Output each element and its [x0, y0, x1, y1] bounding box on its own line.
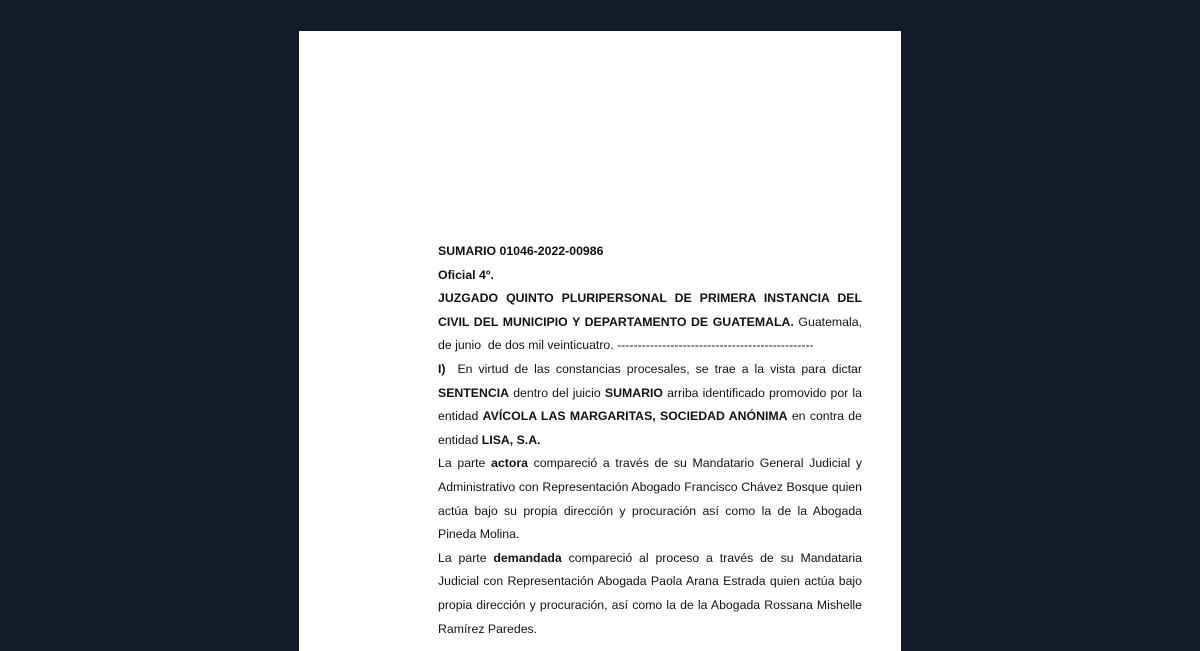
text-segment: Pineda Molina.: [438, 527, 520, 542]
text-line: [438, 547, 862, 571]
text-line: [438, 429, 862, 453]
text-segment: propia dirección y procuración, así como la de la Abogada Rossana Mishelle: [438, 597, 862, 612]
bold-text: JUZGADO QUINTO PLURIPERSONAL DE PRIMERA INSTANCIA DEL: [438, 291, 862, 306]
text-line: [438, 594, 862, 618]
text-segment: Judicial con Representación Abogada Paola Arana Estrada quien actúa bajo: [438, 574, 862, 589]
text-segment: La parte: [438, 456, 492, 471]
bold-text: demandada: [493, 550, 562, 565]
bold-text: LISA, S.A.: [481, 432, 541, 447]
text-segment: compareció a través de su Mandatario General Judicial y: [527, 456, 862, 471]
text-segment: actúa bajo su propia dirección y procuración así como la de la Abogada: [438, 503, 862, 518]
text-segment: de junio de dos mil veinticuatro. ------------------------------------------------: [438, 338, 814, 353]
text-line: [438, 570, 862, 594]
text-segment: dentro del juicio: [509, 385, 605, 400]
text-segment: entidad: [438, 409, 483, 424]
text-segment: entidad: [438, 432, 482, 447]
text-line: [438, 358, 862, 382]
text-segment: en contra de: [791, 409, 862, 424]
text-line: [438, 334, 862, 358]
bold-text: Oficial 4º.: [438, 267, 494, 282]
bold-text: I): [438, 361, 446, 376]
text-line: [438, 523, 862, 547]
text-line: [438, 382, 862, 406]
bold-text: actora: [491, 456, 528, 471]
text-line: [438, 452, 862, 476]
text-line: [438, 264, 862, 288]
text-line: [438, 287, 862, 311]
text-line: [438, 405, 862, 429]
text-segment: En virtud de las constancias procesales, se trae a la vista para dictar: [445, 361, 862, 376]
text-line: [438, 500, 862, 524]
bold-text: CIVIL DEL MUNICIPIO Y DEPARTAMENTO DE GUATEMALA.: [438, 314, 794, 329]
bold-text: SUMARIO 01046-2022-00986: [438, 244, 604, 258]
bold-text: AVÍCOLA LAS MARGARITAS, SOCIEDAD ANÓNIMA: [482, 409, 788, 424]
text-segment: Guatemala,: [798, 314, 862, 329]
text-line: [438, 618, 862, 642]
text-segment: compareció al proceso a través de su Mandataria: [568, 550, 862, 565]
text-segment: arriba identificado promovido por la: [662, 385, 862, 400]
bold-text: SUMARIO: [604, 385, 663, 400]
document-body: [438, 240, 862, 641]
text-line: [438, 311, 862, 335]
text-line: [438, 476, 862, 500]
text-line: [438, 240, 862, 264]
text-segment: Administrativo con Representación Abogado Francisco Chávez Bosque quien: [438, 479, 862, 494]
document-page: [299, 31, 901, 651]
text-segment: Ramírez Paredes.: [438, 621, 538, 636]
text-segment: La parte: [438, 550, 494, 565]
bold-text: SENTENCIA: [438, 385, 510, 400]
